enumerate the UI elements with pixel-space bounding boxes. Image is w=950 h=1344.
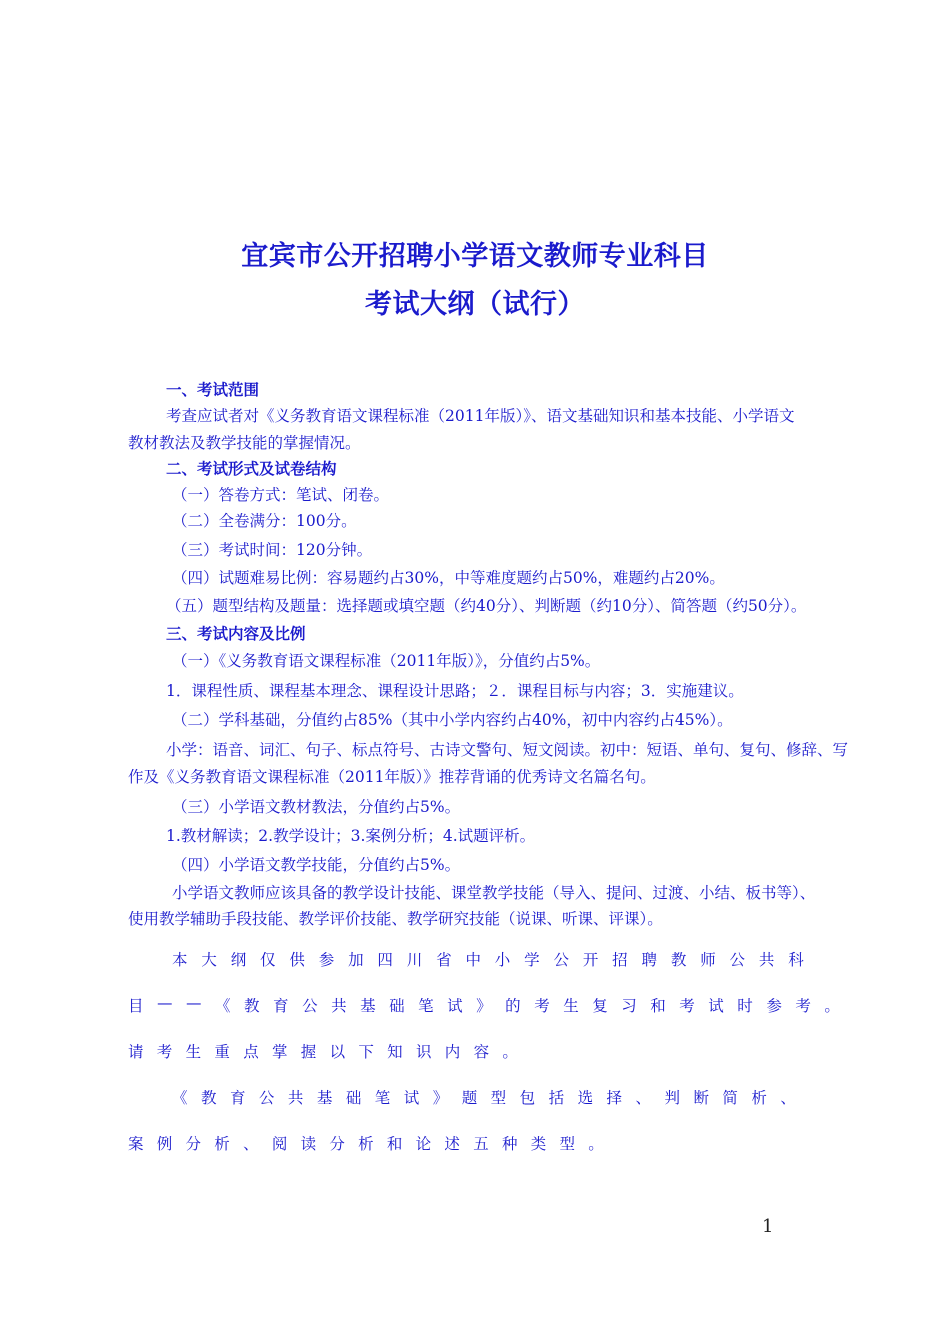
note-line: 本 大 纲 仅 供 参 加 四 川 省 中 小 学 公 开 招 聘 教 师 公 共 科 <box>172 951 804 969</box>
note-line: 目 — — 《 教 育 公 共 基 础 笔 试 》 的 考 生 复 习 和 考 试 时 参 考 。 <box>128 994 840 1015</box>
list-item: （三）小学语文教材教法，分值约占5%。 <box>172 798 461 816</box>
list-item: （五）题型结构及题量：选择题或填空题（约40分）、判断题（约10分）、简答题（约50分）。 <box>166 597 807 615</box>
section-heading-content: 三、考试内容及比例 <box>166 624 306 643</box>
note-line: 《 教 育 公 共 基 础 笔 试 》 题 型 包 括 选 择 、 判 断 简 析 、 <box>172 1089 796 1107</box>
list-item: （四）小学语文教学技能，分值约占5%。 <box>172 856 461 874</box>
paragraph-line: 作及《义务教育语文课程标准（2011年版）》推荐背诵的优秀诗文名篇名句。 <box>128 768 656 786</box>
list-item: （四）试题难易比例：容易题约占30%，中等难度题约占50%，难题约占20%。 <box>172 569 725 587</box>
list-item: 1．课程性质、课程基本理念、课程设计思路；２．课程目标与内容；3．实施建议。 <box>166 682 744 700</box>
note-line: 请 考 生 重 点 掌 握 以 下 知 识 内 容 。 <box>128 1043 518 1061</box>
document-title-line2: 考试大纲（试行） <box>365 289 585 320</box>
paragraph-line: 教材教法及教学技能的掌握情况。 <box>128 434 361 452</box>
list-item: （二）全卷满分：100分。 <box>172 512 357 530</box>
list-item: 1.教材解读；2.教学设计；3.案例分析；4.试题评析。 <box>166 827 536 845</box>
paragraph-line: 考查应试者对《义务教育语文课程标准（2011年版）》、语文基础知识和基本技能、小学语文 <box>166 407 795 425</box>
list-item: （一）答卷方式：笔试、闭卷。 <box>172 486 390 504</box>
list-item: （一）《义务教育语文课程标准（2011年版）》，分值约占5%。 <box>172 652 601 670</box>
list-item: （二）学科基础，分值约占85%（其中小学内容约占40%，初中内容约占45%）。 <box>172 711 733 729</box>
list-item: （三）考试时间：120分钟。 <box>172 541 373 559</box>
section-heading-format: 二、考试形式及试卷结构 <box>166 459 337 478</box>
note-line: 案 例 分 析 、 阅 读 分 析 和 论 述 五 种 类 型 。 <box>128 1135 604 1153</box>
document-title-line1: 宜宾市公开招聘小学语文教师专业科目 <box>241 241 709 272</box>
section-heading-scope: 一、考试范围 <box>166 380 260 399</box>
paragraph-line: 小学：语音、词汇、句子、标点符号、古诗文警句、短文阅读。初中：短语、单句、复句、修辞、写 <box>166 741 849 759</box>
paragraph-line: 使用教学辅助手段技能、教学评价技能、教学研究技能（说课、听课、评课）。 <box>128 910 663 928</box>
page-number: 1 <box>762 1216 774 1237</box>
paragraph-line: 小学语文教师应该具备的教学设计技能、课堂教学技能（导入、提问、过渡、小结、板书等）、 <box>172 884 816 902</box>
